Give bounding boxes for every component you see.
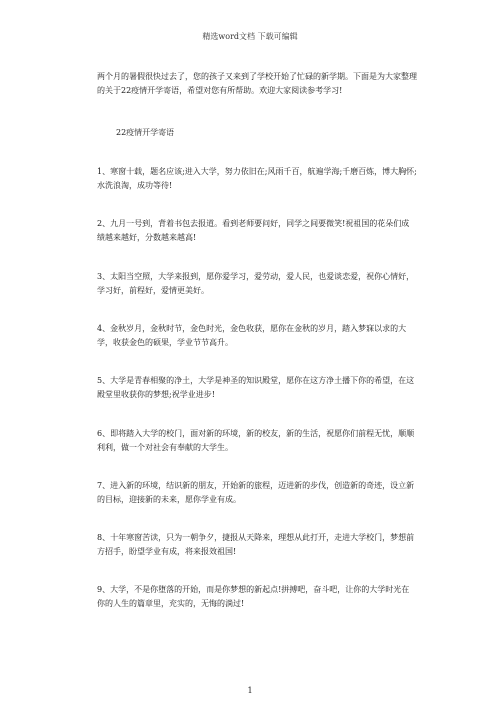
list-item: 7、进入新的环境，结识新的朋友，开始新的旅程，迈进新的步伐，创造新的奇迹，设立新的目标，迎接新的未来，愿你学业有成。 [97,481,415,504]
list-item: 6、即将踏入大学的校门，面对新的环境，新的校友，新的生活，祝愿你们前程无忧，顺顺利利，做一个对社会有奉献的大学生。 [97,429,415,452]
intro-paragraph: 两个月的暑假很快过去了，您的孩子又来到了学校开始了忙碌的新学期。下面是为大家整理的关于22疫情开学寄语，希望对您有所帮助。欢迎大家阅读参考学习! [97,72,417,95]
list-item: 2、九月一号到，背着书包去报道。看到老师要问好，同学之间要微笑!祝祖国的花朵们成绩越来越好，分数越来越高! [97,219,410,242]
section-subtitle: 22疫情开学寄语 [116,128,175,137]
page-header: 精选word文档 下载可编辑 [202,32,298,41]
list-item: 1、寒窗十载，题名应该;进入大学，努力依旧在;风雨千百，航遍学海;千磨百炼，博大胸怀;水洗浪淘，成功等待! [97,167,417,190]
list-item: 3、太阳当空照，大学来报到，愿你爱学习，爱劳动，爱人民，也爱谈恋爱，祝你心情好，学习好，前程好，爱情更美好。 [97,272,415,295]
list-item: 8、十年寒窗苦读，只为一朝争夕，捷报从天降来，理想从此打开，走进大学校门，梦想前方招手，盼望学业有成，将来报效祖国! [97,533,415,556]
list-item: 5、大学是青春相聚的净土，大学是神圣的知识殿堂，愿你在这方净土播下你的希望，在这殿堂里收获你的梦想;祝学业进步! [97,376,415,399]
page-number: 1 [247,686,253,695]
list-item: 4、金秋岁月，金秋时节，金色时光，金色收获，愿你在金秋的岁月，踏入梦寐以求的大学，收获金色的硕果，学业节节高升。 [97,324,407,347]
list-item: 9、大学，不是你堕落的开始，而是你梦想的新起点!拼搏吧，奋斗吧，让你的大学时光在你的人生的篇章里，充实的，无悔的淌过! [97,585,410,608]
